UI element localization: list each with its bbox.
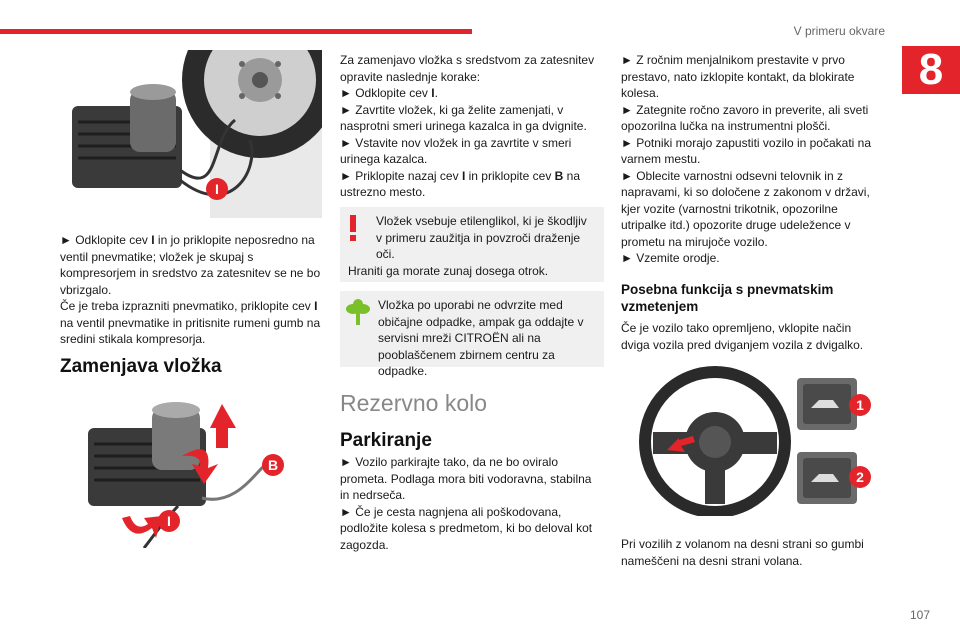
warning-text-2: Hraniti ga morate zunaj dosega otrok. xyxy=(348,263,549,278)
page-number: 107 xyxy=(909,608,930,622)
section-spare-wheel: Rezervno kolo xyxy=(340,390,488,416)
col3-step-1: ► Z ročnim menjalnikom prestavite v prvo prestavo, nato izklopite kontakt, da blokirate kolesa. xyxy=(621,53,855,100)
callout-2: 2 xyxy=(849,466,871,488)
header-accent-bar xyxy=(0,29,472,34)
environment-notice xyxy=(340,291,604,378)
step-3: ► Vstavite nov vložek in ga zavrtite v smeri urinega kazalca. xyxy=(340,135,572,166)
col1-paragraph-1: ► Odklopite cev I in jo priklopite neposredno na ventil pnevmatike; vložek je skupaj s kompresorjem in sredstvo za zatesnitev se ne bo vbrizgalo. xyxy=(60,233,321,297)
col3-step-2: ► Zategnite ročno zavoro in preverite, ali sveti opozorilna lučka na instrumentni plošči. xyxy=(621,102,869,133)
cartridge-intro: Za zamenjavo vložka s sredstvom za zatesnitev opravite naslednje korake: xyxy=(340,53,595,84)
warning-icon xyxy=(346,215,360,241)
heading-air-suspension: Posebna funkcija s pnevmatskim vzmetenjem xyxy=(621,282,834,314)
section-title: V primeru okvare xyxy=(793,24,885,38)
chapter-number: 8 xyxy=(902,46,960,94)
air-suspension-text: Če je vozilo tako opremljeno, vklopite način dviga vozila pred dviganjem vozila z dvigalko. xyxy=(621,321,864,352)
col3-step-4: ► Oblecite varnostni odsevni telovnik in z napravami, ki so določene z zakonom v državi, kjer vozite (varnostni trikotnik, opozorilne utripalke itd.) opozorite druge udeležence v prometu na mirujoče vozilo. xyxy=(621,168,870,249)
compressor-wheel-illustration xyxy=(60,50,322,218)
environment-text: Vložka po uporabi ne odvrzite med običajne odpadke, ampak ga oddajte v servisni mreži CITROËN ali na pooblaščenem zbirnem centru za odpadke. xyxy=(378,298,584,378)
col3-step-3: ► Potniki morajo zapustiti vozilo in počakati na varnem mestu. xyxy=(621,135,871,166)
step-4: ► Priklopite nazaj cev I in priklopite cev B na ustrezno mesto. xyxy=(340,168,581,199)
callout-I: I xyxy=(206,178,228,200)
rhd-note: Pri vozilih z volanom na desni strani so gumbi nameščeni na desni strani volana. xyxy=(621,537,864,568)
warning-notice xyxy=(340,207,604,282)
col1-paragraph-2: Če je treba izprazniti pnevmatiko, priklopite cev I na ventil pnevmatike in pritisnite rumeni gumb na sredini stikala kompresorja. xyxy=(60,299,321,346)
cartridge-replacement-illustration xyxy=(82,398,302,548)
heading-parking: Parkiranje xyxy=(340,430,432,451)
step-2: ► Zavrtite vložek, ki ga želite zamenjati, v nasprotni smeri urinega kazalca in ga dvignite. xyxy=(340,102,587,133)
leaf-icon xyxy=(346,299,370,325)
warning-text: Vložek vsebuje etilenglikol, ki je škodljiv v primeru zaužitja in povzroči draženje oči. xyxy=(376,214,587,261)
callout-B: B xyxy=(262,454,284,476)
parking-step-1: ► Vozilo parkirajte tako, da ne bo oviralo prometa. Podlaga mora biti vodoravna, stabilna in nedrseča. xyxy=(340,455,592,502)
parking-step-2: ► Če je cesta nagnjena ali poškodovana, podložite kolesa s predmetom, ki bo deloval kot zagozda. xyxy=(340,504,593,552)
callout-1: 1 xyxy=(849,394,871,416)
steering-wheel-illustration xyxy=(633,366,885,516)
heading-cartridge-replacement: Zamenjava vložka xyxy=(60,356,222,377)
step-1: ► Odklopite cev I. xyxy=(340,86,438,100)
callout-I: I xyxy=(158,510,180,532)
col3-step-5: ► Vzemite orodje. xyxy=(621,251,720,265)
